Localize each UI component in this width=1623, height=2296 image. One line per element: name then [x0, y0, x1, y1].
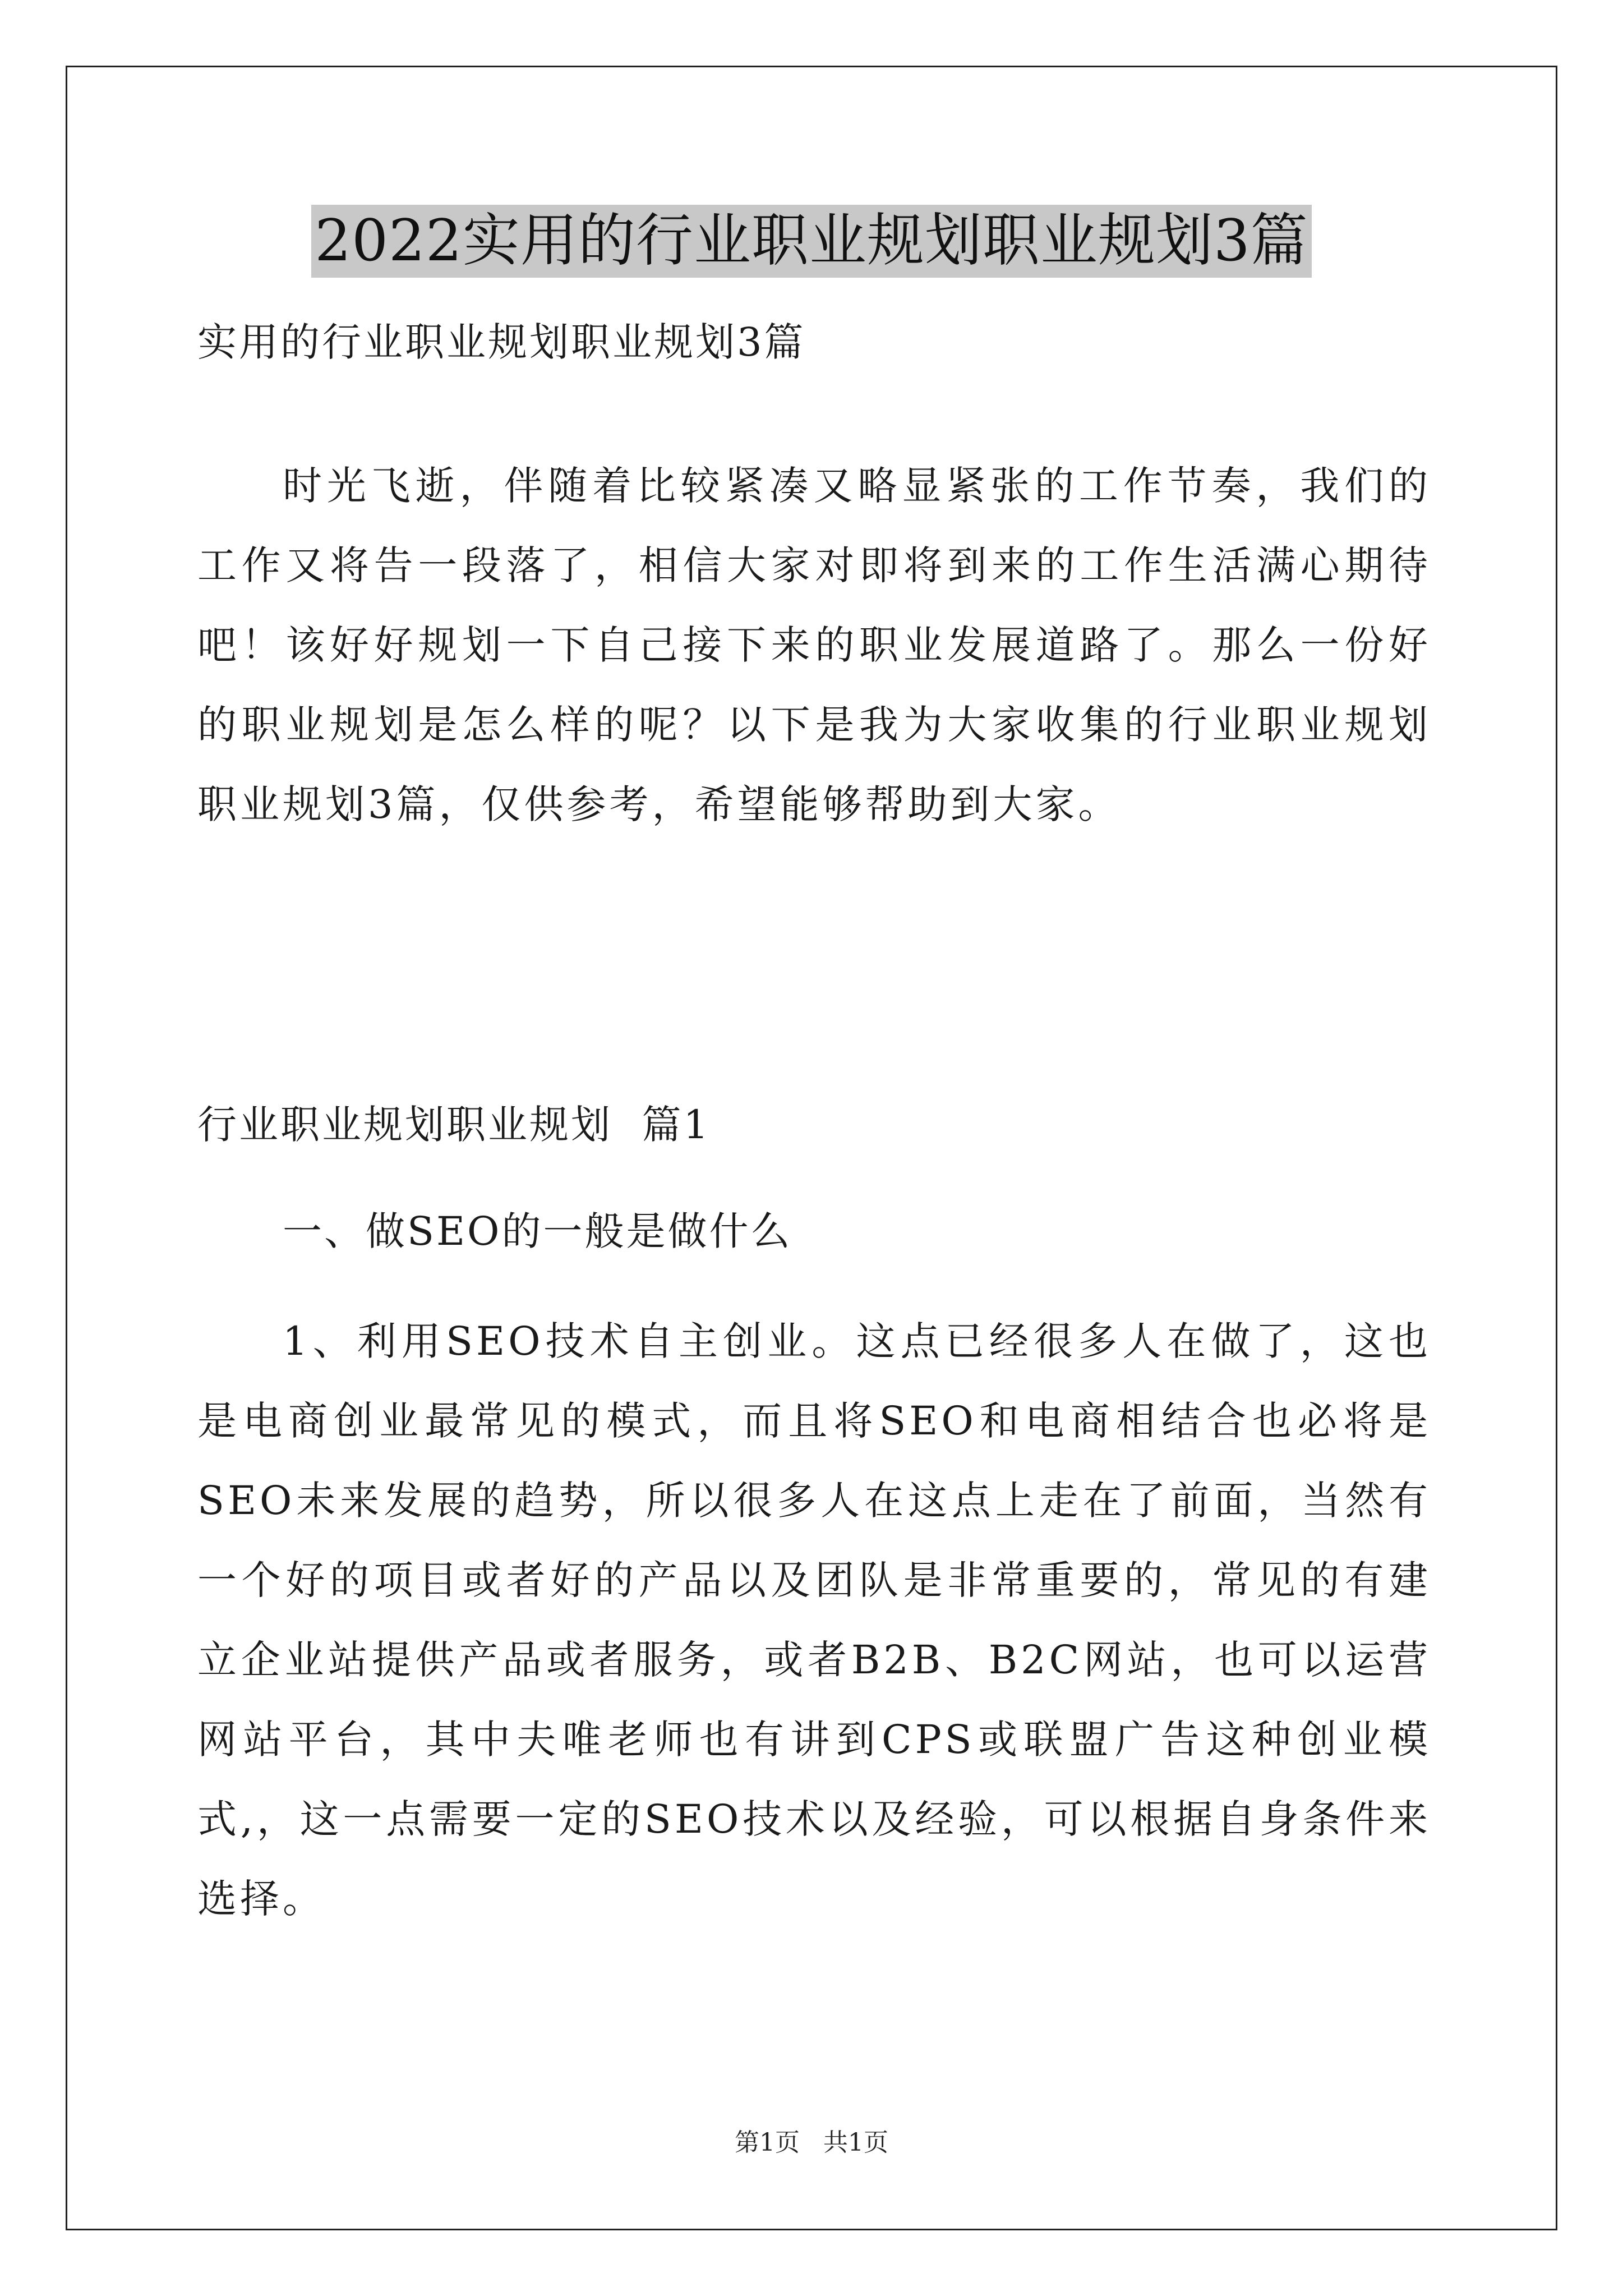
- page-number-current: 第1页: [735, 2128, 800, 2157]
- page-number-total: 共1页: [823, 2128, 888, 2157]
- sub-heading: 一、做SEO的一般是做什么: [283, 1208, 792, 1254]
- section-heading: [197, 1097, 711, 1153]
- title-container: [0, 205, 1623, 278]
- document-subtitle: 实用的行业职业规划职业规划3篇: [197, 319, 806, 365]
- section-heading-text: 行业职业规划职业规划 篇1: [197, 1102, 711, 1148]
- document-title: 2022实用的行业职业规划职业规划3篇: [311, 205, 1311, 278]
- item1-paragraph: 1、利用SEO技术自主创业。这点已经很多人在做了，这也是电商创业最常见的模式，而且将SEO和电商相结合也必将是SEO未来发展的趋势，所以很多人在这点上走在了前面，当然有一个好的项目或者好的产品以及团队是非常重要的，常见的有建立企业站提供产品或者服务，或者B2B、B2C网站，也可以运营网站平台，其中夫唯老师也有讲到CPS或联盟广告这种创业模式,，这一点需要一定的SEO技术以及经验，可以根据自身条件来选择。: [197, 1318, 1431, 1922]
- page-footer: [0, 2126, 1623, 2160]
- intro-paragraph: 时光飞逝，伴随着比较紧凑又略显紧张的工作节奏，我们的工作又将告一段落了，相信大家对即将到来的工作生活满心期待吧！该好好规划一下自己接下来的职业发展道路了。那么一份好的职业规划是怎么样的呢？以下是我为大家收集的行业职业规划职业规划3篇，仅供参考，希望能够帮助到大家。: [197, 463, 1431, 827]
